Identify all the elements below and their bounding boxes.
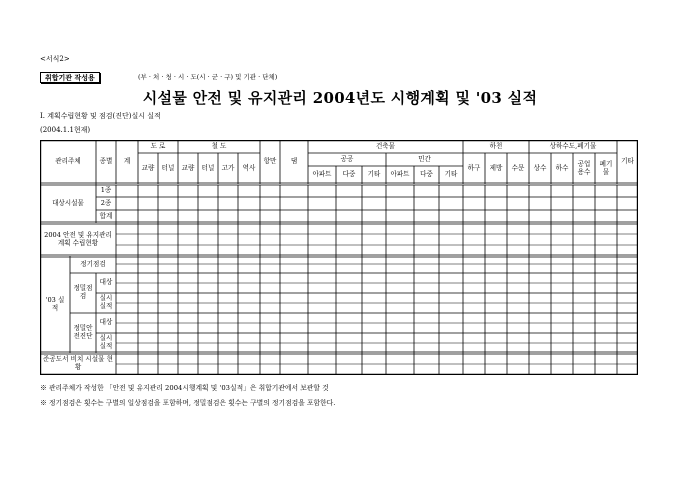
row-diagnosis-target: 대상 xyxy=(99,318,113,327)
header-harbor: 항만 xyxy=(263,157,277,166)
row-precision-done-line2: 실적 xyxy=(99,302,113,310)
row-precision-done xyxy=(96,293,116,313)
header-public-multi: 다중 xyxy=(342,170,356,179)
row-precision-inspection: 정밀점검 xyxy=(73,284,93,300)
header-private-multi: 다중 xyxy=(420,170,433,179)
row-diagnosis-done xyxy=(96,333,116,353)
preparer-badge: 취합기관 작성용 xyxy=(40,72,100,83)
header-building: 건축물 xyxy=(375,141,396,150)
header-rail-bridge: 교량 xyxy=(181,163,195,172)
header-road: 도 로 xyxy=(150,141,166,150)
header-waste: 폐기물 xyxy=(599,159,613,176)
section-title: I. 계획수립현황 및 점검(진단)실시 실적 xyxy=(40,112,161,120)
header-private-apt: 아파트 xyxy=(390,170,410,179)
header-water-sewer: 하수 xyxy=(555,163,569,172)
header-rail-station: 역사 xyxy=(242,163,256,172)
footnote-1: ※ 관리주체가 작성한 「안전 및 유지관리 2004시행계획 및 '03실적」은 취합기관에서 보관할 것 xyxy=(40,384,329,392)
header-rail-tunnel: 터널 xyxy=(201,163,215,172)
header-class: 종별 xyxy=(99,157,113,166)
header-public-etc: 기타 xyxy=(367,170,381,179)
row-diagnosis-done-line2: 실적 xyxy=(99,342,113,350)
header-dam: 댐 xyxy=(290,157,298,166)
row-03-results: '03 실적 xyxy=(45,295,65,312)
row-precision-done-line1: 실시 xyxy=(99,294,113,303)
page-title: 시설물 안전 및 유지관리 2004년도 시행계획 및 '03 실적 xyxy=(142,89,538,107)
header-river-gate: 하구 xyxy=(467,163,481,172)
plan-table xyxy=(40,140,638,375)
header-rail: 철 도 xyxy=(211,141,227,150)
header-total: 계 xyxy=(123,157,131,166)
header-water-industrial: 공업용수 xyxy=(577,159,591,176)
row-precision-target: 대상 xyxy=(99,278,113,287)
row-diagnosis-done-line1: 실시 xyxy=(99,334,113,343)
preparer-note: (부 · 처 · 청 · 시 · 도(시 · 군 · 구) 및 기관 · 단체) xyxy=(138,73,278,81)
header-road-tunnel: 터널 xyxy=(161,163,175,172)
row-regular-inspection: 정기점검 xyxy=(80,259,106,268)
header-water-waste: 상하수도,폐기물 xyxy=(549,141,597,150)
footnote-2: ※ 정기점검은 횟수는 구별의 일상점검을 포함하며, 정밀점검은 횟수는 구별의 정기점검을 포함한다. xyxy=(40,399,336,407)
date-note: (2004.1.1현재) xyxy=(40,126,91,134)
header-private-etc: 기타 xyxy=(444,170,458,179)
header-public-apt: 아파트 xyxy=(312,170,332,179)
row-class-1: 1종 xyxy=(100,185,112,194)
row-class-sum: 합계 xyxy=(99,211,113,220)
row-precision-diagnosis: 정밀안전진단 xyxy=(73,324,93,340)
header-river: 하천 xyxy=(489,141,503,150)
header-river-levee: 제방 xyxy=(489,163,503,172)
row-completion-drawings: 준공도서 비치 시설물 현황 xyxy=(43,355,113,371)
header-river-sluice: 수문 xyxy=(511,163,525,172)
header-water-supply: 상수 xyxy=(533,163,547,172)
header-public: 공공 xyxy=(340,154,354,163)
header-rail-elevated: 고가 xyxy=(221,163,235,172)
header-private: 민간 xyxy=(418,154,431,163)
header-other: 기타 xyxy=(621,157,634,166)
row-2004-plan: 2004 안전 및 유지관리계획 수립현황 xyxy=(44,230,112,247)
row-target-facilities: 대상시설물 xyxy=(52,198,84,207)
row-class-2: 2종 xyxy=(100,198,112,207)
header-road-bridge: 교량 xyxy=(141,163,155,172)
form-number: <서식2> xyxy=(40,55,70,63)
header-manager: 관리주체 xyxy=(55,157,81,166)
